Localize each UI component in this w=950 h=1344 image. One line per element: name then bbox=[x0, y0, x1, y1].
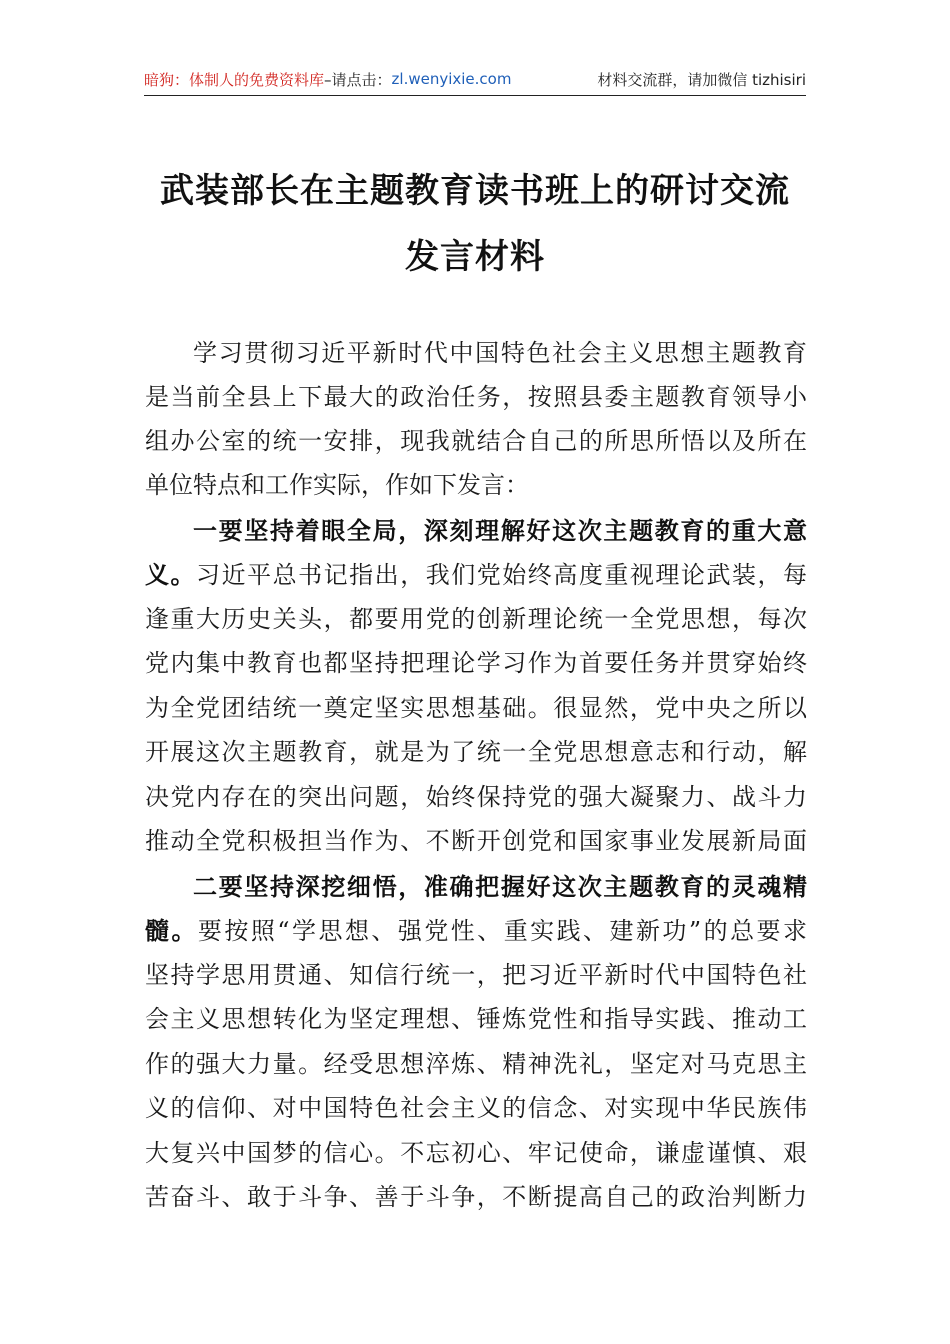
paragraph-line: 是当前全县上下最大的政治任务，按照县委主题教育领导小 bbox=[145, 383, 807, 411]
section-heading-line: 一要坚持着眼全局，深刻理解好这次主题教育的重大意 bbox=[193, 516, 807, 545]
header-wechat-note: 材料交流群，请加微信 tizhisiri bbox=[597, 70, 806, 89]
paragraph-line: 组办公室的统一安排，现我就结合自己的所思所悟以及所在 bbox=[145, 427, 807, 455]
paragraph-line: 开展这次主题教育，就是为了统一全党思想意志和行动，解 bbox=[145, 738, 807, 766]
document-title-line-2: 发言材料 bbox=[405, 237, 545, 277]
paragraph-line bbox=[145, 551, 807, 598]
paragraph-line bbox=[145, 907, 807, 954]
paragraph-line: 决党内存在的突出问题，始终保持党的强大凝聚力、战斗力 bbox=[145, 783, 807, 811]
paragraph-text: 习近平总书记指出，我们党始终高度重视理论武装，每 bbox=[196, 561, 808, 589]
paragraph-line: 推动全党积极担当作为、不断开创党和国家事业发展新局面 bbox=[145, 827, 807, 855]
section-heading-line: 二要坚持深挖细悟，准确把握好这次主题教育的灵魂精 bbox=[193, 872, 807, 901]
paragraph-line: 义的信仰、对中国特色社会主义的信念、对实现中华民族伟 bbox=[145, 1094, 807, 1122]
paragraph-line: 作的强大力量。经受思想淬炼、精神洗礼，坚定对马克思主 bbox=[145, 1050, 807, 1078]
paragraph-line: 党内集中教育也都坚持把理论学习作为首要任务并贯穿始终 bbox=[145, 649, 807, 677]
paragraph-line: 逢重大历史关头，都要用党的创新理论统一全党思想，每次 bbox=[145, 605, 807, 633]
paragraph-line: 学习贯彻习近平新时代中国特色社会主义思想主题教育 bbox=[193, 339, 807, 367]
section-heading-end: 义。 bbox=[145, 560, 197, 589]
paragraph-line: 大复兴中国梦的信心。不忘初心、牢记使命，谦虚谨慎、艰 bbox=[145, 1139, 807, 1167]
header-url-link[interactable]: zl.wenyixie.com bbox=[391, 70, 512, 88]
paragraph-line: 单位特点和工作实际，作如下发言： bbox=[145, 471, 529, 499]
paragraph-line: 会主义思想转化为坚定理想、锤炼党性和指导实践、推动工 bbox=[145, 1005, 807, 1033]
document-title-line-1: 武装部长在主题教育读书班上的研讨交流 bbox=[160, 171, 790, 211]
paragraph-line: 为全党团结统一奠定坚实思想基础。很显然，党中央之所以 bbox=[145, 694, 807, 722]
header-link-prompt: –请点击： bbox=[324, 70, 392, 89]
paragraph-text: 要按照“学思想、强党性、重实践、建新功”的总要求 bbox=[197, 917, 807, 945]
header-brand: 暗狗：体制人的免费资料库 bbox=[144, 70, 325, 89]
page-header bbox=[144, 66, 806, 96]
header-left bbox=[144, 69, 511, 90]
paragraph-line: 苦奋斗、敢于斗争、善于斗争，不断提高自己的政治判断力 bbox=[145, 1183, 807, 1211]
paragraph-line: 坚持学思用贯通、知信行统一，把习近平新时代中国特色社 bbox=[145, 961, 807, 989]
section-heading-end: 髓。 bbox=[145, 916, 198, 945]
